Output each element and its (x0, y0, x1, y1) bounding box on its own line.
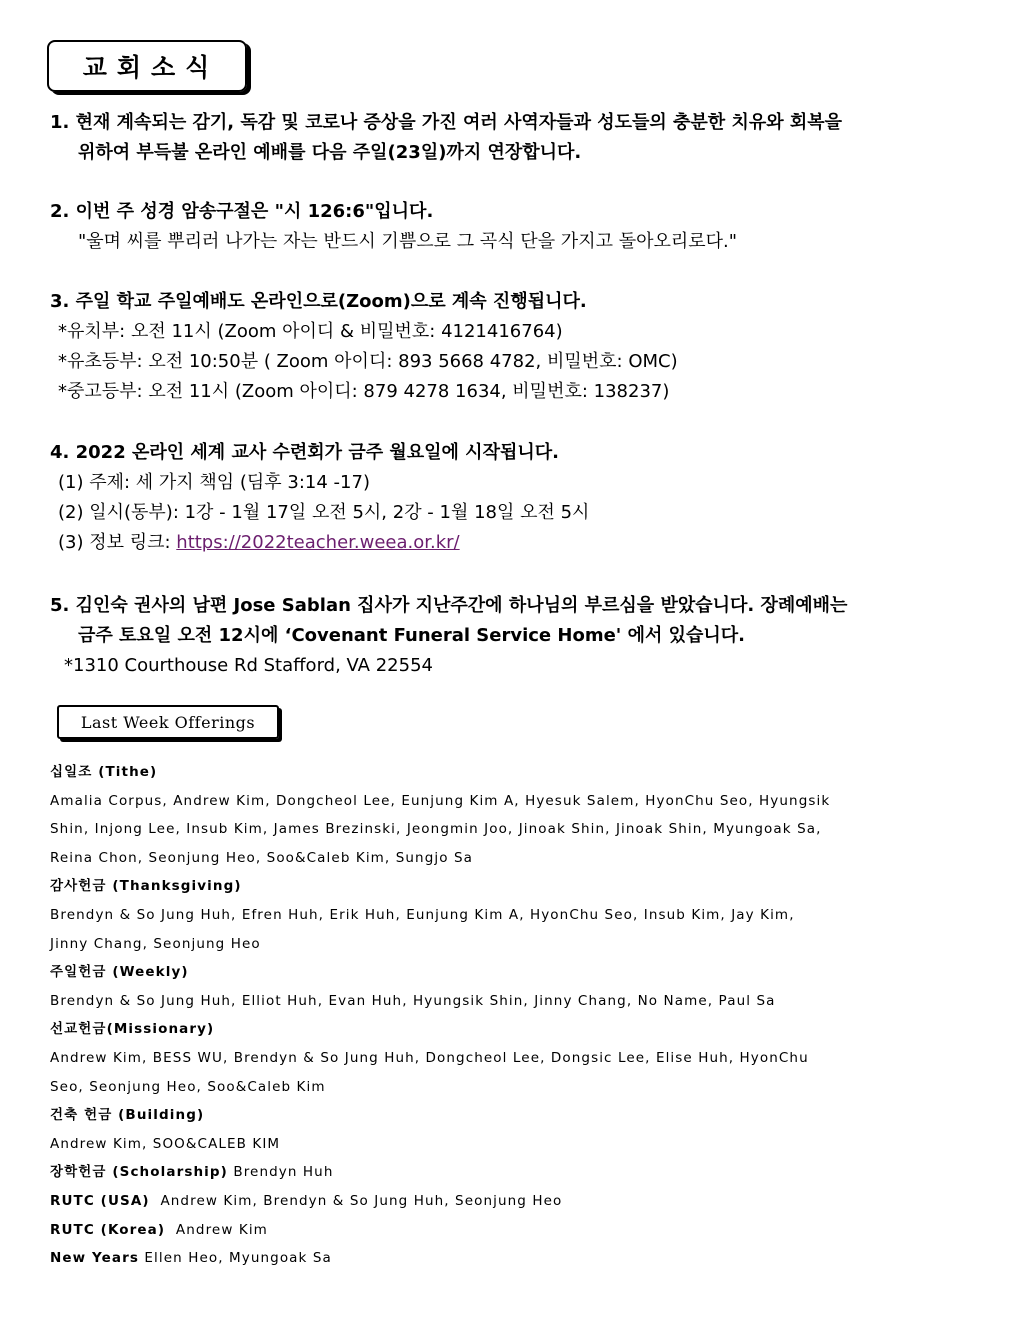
notice-4-line-4 (50, 528, 950, 558)
notice-3 (50, 287, 950, 407)
notice-2-line-2: "울며 씨를 뿌리러 나가는 자는 반드시 기쁨으로 그 곡식 단을 가지고 돌아오리로다." (78, 231, 738, 252)
notice-5 (50, 591, 950, 681)
offering-names: Brendyn Huh (227, 1164, 334, 1181)
offering-names: Andrew Kim, BESS WU, Brendyn & So Jung Huh, Dongcheol Lee, Dongsic Lee, Elise Huh, HyonChu (50, 1049, 809, 1066)
notice-3-line-1: 3. 주일 학교 주일예배도 온라인으로(Zoom)으로 계속 진행됩니다. (50, 291, 587, 312)
notice-3-line-3: *유초등부: 오전 10:50분 ( Zoom 아이디: 893 5668 4782, 비밀번호: OMC) (58, 351, 678, 372)
offerings-title: Last Week Offerings (80, 712, 256, 732)
offering-heading-missionary: 선교헌금(Missionary) (50, 1021, 215, 1038)
offering-names: Reina Chon, Seonjung Heo, Soo&Caleb Kim, Sungjo Sa (50, 849, 474, 866)
teacher-retreat-link[interactable]: https://2022teacher.weea.or.kr/ (176, 532, 460, 553)
offering-scholarship (50, 1158, 910, 1187)
offering-names: Andrew Kim (165, 1221, 268, 1238)
offering-label: New Years (50, 1250, 140, 1267)
notice-5-line-1: 5. 김인숙 권사의 남편 Jose Sablan 집사가 지난주간에 하나님의 부르심을 받았습니다. 장례예배는 (50, 595, 848, 616)
offering-rutc-usa (50, 1187, 910, 1216)
notice-4-line-1: 4. 2022 온라인 세계 교사 수련회가 금주 월요일에 시작됩니다. (50, 442, 559, 463)
offering-label: 장학헌금 (Scholarship) (50, 1164, 228, 1181)
info-link-label: (3) 정보 링크: (58, 532, 177, 553)
church-news-title-box (47, 40, 247, 92)
notice-4-line-2: (1) 주제: 세 가지 책임 (딤후 3:14 -17) (58, 472, 370, 493)
offering-rutc-korea (50, 1216, 910, 1245)
notice-1 (50, 108, 950, 168)
offering-names: Ellen Heo, Myungoak Sa (139, 1250, 332, 1267)
notice-2 (50, 197, 950, 257)
notice-4 (50, 438, 950, 558)
offering-names: Seo, Seonjung Heo, Soo&Caleb Kim (50, 1078, 326, 1095)
offerings-title-box (57, 705, 279, 739)
offering-heading-tithe: 십일조 (Tithe) (50, 764, 158, 780)
offerings-list (50, 758, 910, 1273)
offering-label: RUTC (Korea) (50, 1221, 166, 1238)
offering-heading-weekly: 주일헌금 (Weekly) (50, 964, 189, 981)
offering-names: Amalia Corpus, Andrew Kim, Dongcheol Lee, Eunjung Kim A, Hyesuk Salem, HyonChu Seo, Hyungsik (50, 792, 831, 809)
church-news-title: 교회소식 (82, 53, 220, 82)
offering-names: Brendyn & So Jung Huh, Elliot Huh, Evan Huh, Hyungsik Shin, Jinny Chang, No Name, Paul Sa (50, 992, 776, 1009)
offering-names: Jinny Chang, Seonjung Heo (50, 935, 261, 952)
notice-5-line-3: *1310 Courthouse Rd Stafford, VA 22554 (64, 655, 433, 676)
notice-2-line-1: 2. 이번 주 성경 암송구절은 "시 126:6"입니다. (50, 201, 434, 222)
offering-names: Shin, Injong Lee, Insub Kim, James Brezinski, Jeongmin Joo, Jinoak Shin, Jinoak Shin, Myungoak Sa, (50, 821, 822, 838)
offering-names: Brendyn & So Jung Huh, Efren Huh, Erik Huh, Eunjung Kim A, HyonChu Seo, Insub Kim, Jay Kim, (50, 906, 795, 923)
offering-new-years (50, 1244, 910, 1273)
offering-heading-thanksgiving: 감사헌금 (Thanksgiving) (50, 878, 242, 895)
notice-5-line-2: 금주 토요일 오전 12시에 ‘Covenant Funeral Service Home' 에서 있습니다. (78, 625, 746, 646)
offering-names: Andrew Kim, Brendyn & So Jung Huh, Seonjung Heo (149, 1192, 563, 1209)
notice-1-line-1: 1. 현재 계속되는 감기, 독감 및 코로나 증상을 가진 여러 사역자들과 성도들의 충분한 치유와 회복을 (50, 112, 843, 133)
notice-1-line-2: 위하여 부득불 온라인 예배를 다음 주일(23일)까지 연장합니다. (78, 142, 582, 163)
notice-3-line-2: *유치부: 오전 11시 (Zoom 아이디 & 비밀번호: 4121416764) (58, 321, 563, 342)
offering-names: Andrew Kim, SOO&CALEB KIM (50, 1135, 281, 1152)
notice-4-line-3: (2) 일시(동부): 1강 - 1월 17일 오전 5시, 2강 - 1월 18일 오전 5시 (58, 502, 590, 523)
offering-heading-building: 건축 헌금 (Building) (50, 1107, 205, 1124)
offering-label: RUTC (USA) (50, 1192, 150, 1209)
notice-3-line-4: *중고등부: 오전 11시 (Zoom 아이디: 879 4278 1634, 비밀번호: 138237) (58, 381, 670, 402)
